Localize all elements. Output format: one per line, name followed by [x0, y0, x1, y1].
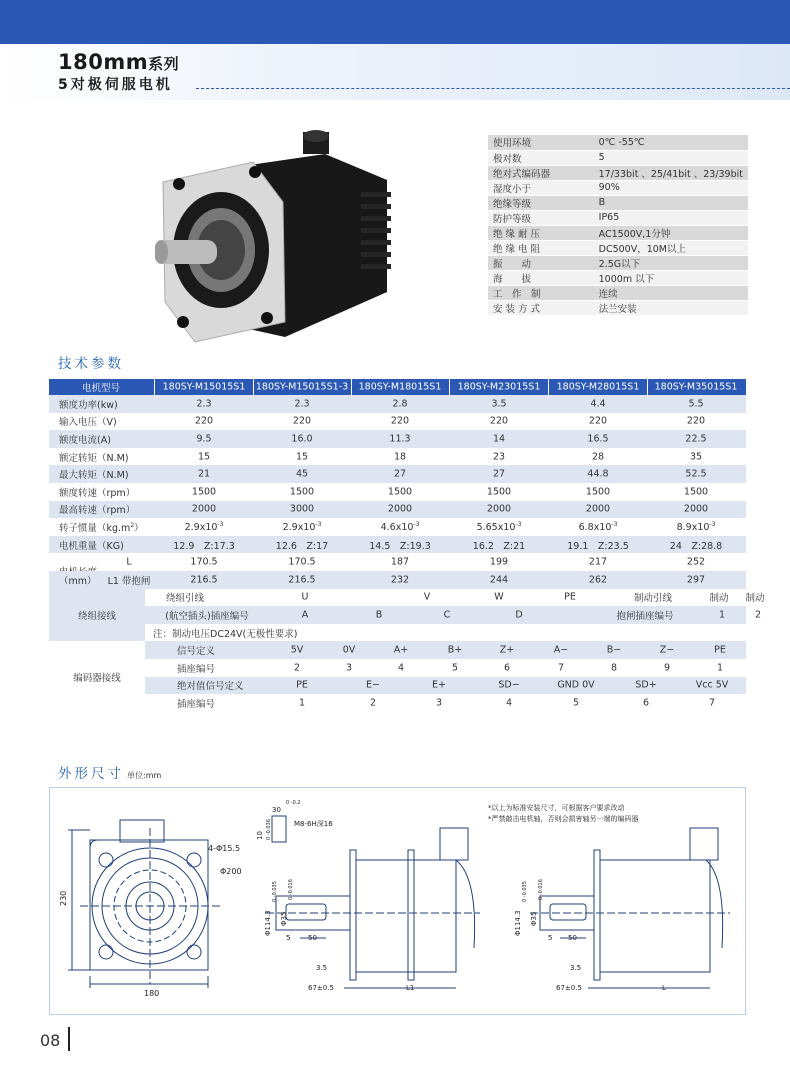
winding-cell: 制动: [745, 593, 765, 605]
winding-note-row: [145, 624, 746, 642]
env-row: [488, 210, 748, 225]
spec-row-weight: [49, 536, 746, 554]
spec-label: 电机重量（KG): [59, 540, 124, 552]
length-block: [49, 553, 746, 588]
dimension-note: *以上为标准安装尺寸，可根据客户要求改动: [488, 804, 625, 812]
spec-value: 2000: [191, 503, 217, 515]
env-row: [488, 225, 748, 240]
spec-value: 19.1 Z:23.5: [567, 540, 629, 552]
encoder-signal: B−: [606, 644, 622, 656]
inertia-label-text: 转子惯量（kg.m: [59, 522, 131, 534]
spec-value: 27: [393, 468, 407, 480]
env-value: 5: [594, 150, 748, 165]
spec-row: [49, 395, 746, 413]
env-label: 绝对式编码器: [488, 165, 594, 180]
spec-value: 9.5: [196, 433, 212, 445]
label-pcd: Φ200: [220, 867, 242, 876]
spec-value: 2.8: [392, 398, 408, 410]
spec-value: 4.4: [590, 398, 606, 410]
spec-value: 24 Z:28.8: [669, 540, 723, 552]
env-row: [488, 150, 748, 165]
spec-value: 44.8: [587, 468, 609, 480]
spec-value: [477, 521, 522, 533]
spec-value: [677, 521, 716, 533]
encoder-abs-pin: 2: [369, 697, 377, 709]
winding-cell: D: [515, 609, 523, 621]
dimensions-title: 外形尺寸: [58, 766, 124, 782]
env-value: 17/33bit 、25/41bit 、23/39bit: [594, 165, 748, 180]
label-shaft-tol: 0 -0.016: [538, 879, 544, 900]
winding-row: [145, 589, 765, 607]
winding-cell: 2: [754, 609, 762, 621]
label-d50: 50: [308, 934, 317, 942]
spec-row-length-l1: [49, 571, 746, 589]
spec-value: 2.3: [294, 398, 310, 410]
spec-value: 15: [295, 451, 309, 463]
section-title-dimensions: [58, 762, 161, 782]
encoder-pin: 3: [345, 662, 353, 674]
env-row: [488, 240, 748, 255]
model-name: 180SY-M23015S1: [457, 381, 541, 393]
spec-value: 1500: [387, 486, 413, 498]
model-name: 180SY-M15015S1: [162, 381, 246, 393]
encoder-pin: 1: [716, 662, 724, 674]
spec-value: 220: [194, 415, 214, 427]
encoder-block: [49, 641, 746, 711]
spec-row: [49, 501, 746, 519]
spec-value: [579, 521, 618, 533]
env-label: 海 拔: [488, 270, 594, 285]
page-number: 08: [40, 1031, 61, 1050]
encoder-abs-signal: SD−: [498, 679, 520, 691]
label-d67: 67±0.5: [556, 984, 582, 992]
encoder-signal: 0V: [342, 644, 356, 656]
inertia-base: 4.6x10: [380, 522, 414, 534]
label-d67: 67±0.5: [308, 984, 334, 992]
spec-value: 1500: [683, 486, 709, 498]
encoder-row-label: 插座编号: [177, 663, 216, 675]
env-label: 振 动: [488, 255, 594, 270]
encoder-abs-row: [145, 677, 746, 695]
encoder-signal: A−: [553, 644, 569, 656]
spec-value: 52.5: [685, 468, 707, 480]
encoder-signal: A+: [393, 644, 409, 656]
spec-value: 3.5: [491, 398, 507, 410]
env-value: 90%: [594, 180, 748, 195]
spec-value: 15: [197, 451, 211, 463]
spec-value: 3000: [289, 503, 315, 515]
label-spigot-tol: 0 -0.035: [522, 881, 528, 902]
env-label: 绝 缘 耐 压: [488, 225, 594, 240]
label-l: L: [662, 984, 666, 992]
label-l1: L1: [406, 984, 415, 992]
env-row: [488, 255, 748, 270]
encoder-pin: 5: [451, 662, 459, 674]
encoder-row-label: 信号定义: [177, 646, 216, 658]
encoder-pin: 2: [293, 662, 301, 674]
inertia-exp: -3: [315, 520, 322, 528]
encoder-pin: 4: [397, 662, 405, 674]
top-color-bar: [0, 0, 790, 44]
spec-value: 187: [390, 556, 410, 568]
encoder-pin: 7: [557, 662, 565, 674]
page-number-bar: [68, 1027, 70, 1051]
encoder-signal: B+: [447, 644, 463, 656]
env-value: IP65: [594, 210, 748, 225]
label-spigot: Φ114.3: [264, 910, 272, 936]
spec-value: 220: [390, 415, 410, 427]
winding-group-label: 绕组接线: [49, 589, 145, 642]
label-key-tol: 0 -0.2: [286, 800, 301, 806]
env-label: 湿度小于: [488, 180, 594, 195]
encoder-abs-pin: 4: [505, 697, 513, 709]
spec-value: 11.3: [389, 433, 411, 445]
spec-value: 2000: [683, 503, 709, 515]
spec-value: 2000: [387, 503, 413, 515]
label-hole: 4-Φ15.5: [208, 844, 241, 853]
model-name: 180SY-M15015S1-3: [255, 381, 349, 393]
dimensions-unit: 单位:mm: [127, 771, 162, 780]
winding-cell: U: [301, 591, 309, 603]
inertia-base: 5.65x10: [476, 522, 516, 534]
env-value: 2.5G以下: [594, 255, 748, 270]
label-spigot: Φ114.3: [514, 910, 522, 936]
env-row: [488, 180, 748, 195]
encoder-abs-pin: 5: [572, 697, 580, 709]
dimension-drawing: [49, 787, 746, 1015]
label-width: 180: [144, 989, 160, 998]
spec-value: 199: [489, 556, 509, 568]
spec-value: 1500: [585, 486, 611, 498]
inertia-label-sup: 2: [130, 521, 135, 529]
dimension-note: *严禁敲击电机轴，否则会损害轴另一端的编码器: [488, 815, 639, 823]
label-d5: 5: [286, 934, 291, 942]
encoder-pin: 9: [663, 662, 671, 674]
model-name: 180SY-M18015S1: [358, 381, 442, 393]
spec-value: 2000: [486, 503, 512, 515]
label-d5: 5: [548, 934, 553, 942]
encoder-signal: 5V: [290, 644, 304, 656]
spec-value: 35: [689, 451, 703, 463]
spec-value: 16.5: [587, 433, 609, 445]
spec-value: 262: [588, 574, 608, 586]
spec-value: [381, 521, 420, 533]
spec-value: 220: [686, 415, 706, 427]
winding-cell: PE: [564, 591, 576, 603]
spec-value: 22.5: [685, 433, 707, 445]
inertia-base: 8.9x10: [676, 522, 710, 534]
label-d35: 3.5: [570, 964, 582, 972]
spec-header-row: [49, 379, 746, 395]
env-value: B: [594, 195, 748, 210]
inertia-exp: -3: [217, 520, 224, 528]
spec-value: 14.5 Z:19.3: [369, 540, 431, 552]
spec-value: 297: [686, 574, 706, 586]
spec-label: 最大转矩（N.M): [59, 470, 129, 482]
env-label: 极对数: [488, 150, 594, 165]
encoder-abs-signal: E−: [366, 679, 380, 691]
inertia-exp: -3: [515, 520, 522, 528]
spec-value: 170.5: [288, 556, 316, 568]
spec-value: 2000: [585, 503, 611, 515]
label-spigot-tol: 0 -0.035: [272, 881, 278, 902]
winding-cell: W: [494, 591, 504, 603]
spec-value: [185, 521, 224, 533]
spec-value: 23: [492, 451, 506, 463]
spec-value: 252: [686, 556, 706, 568]
spec-value: 220: [588, 415, 608, 427]
spec-value: 1500: [486, 486, 512, 498]
winding-cell: B: [375, 609, 383, 621]
spec-value: 232: [390, 574, 410, 586]
encoder-signal-row: [145, 641, 746, 659]
encoder-signal: Z+: [499, 644, 515, 656]
spec-value: 170.5: [190, 556, 218, 568]
spec-label: 额度转速（rpm）: [59, 487, 136, 499]
winding-note: 注：制动电压DC24V(无极性要求): [153, 628, 298, 640]
encoder-abs-signal: SD+: [635, 679, 657, 691]
model-name: 180SY-M28015S1: [556, 381, 640, 393]
environment-table: [488, 135, 748, 316]
encoder-abs-signal: Vcc 5V: [695, 679, 729, 691]
env-value: 法兰安装: [594, 300, 748, 315]
env-label: 防护等级: [488, 210, 594, 225]
encoder-row-label: 绝对值信号定义: [177, 681, 244, 693]
spec-value: 12.9 Z:17.3: [173, 540, 235, 552]
env-value: AC1500V,1分钟: [594, 225, 748, 240]
winding-cell: 制动引线: [633, 593, 673, 605]
page-subtitle: 5对极伺服电机: [58, 77, 173, 93]
title-size: 180mm: [58, 50, 149, 74]
encoder-abs-pin: 6: [642, 697, 650, 709]
spec-row: [49, 465, 746, 483]
inertia-base: 2.9x10: [282, 522, 316, 534]
winding-cell: V: [423, 591, 431, 603]
inertia-exp: -3: [611, 520, 618, 528]
spec-value: 27: [492, 468, 506, 480]
label-thread: M8-6H深16: [294, 820, 333, 828]
encoder-signal: Z−: [659, 644, 675, 656]
label-d50: 50: [568, 934, 577, 942]
model-name: 180SY-M35015S1: [654, 381, 738, 393]
encoder-row-label: 插座编号: [177, 698, 216, 710]
spec-value: 220: [489, 415, 509, 427]
env-row: [488, 165, 748, 180]
spec-value: 16.2 Z:21: [472, 540, 526, 552]
winding-cell: 制动: [709, 593, 729, 605]
winding-block: [49, 589, 765, 642]
env-value: 1000m 以下: [594, 270, 748, 285]
spec-row: [49, 483, 746, 501]
spec-value: 220: [292, 415, 312, 427]
encoder-abs-pin: 3: [435, 697, 443, 709]
spec-value: 28: [591, 451, 605, 463]
spec-row: [49, 448, 746, 466]
length-label-bottom: （mm）: [59, 575, 97, 587]
spec-label: 额定转矩（N.M): [59, 452, 129, 464]
label-height: 230: [59, 890, 68, 906]
spec-table: [49, 379, 765, 712]
spec-row-length-l: [49, 553, 746, 571]
inertia-exp: -3: [413, 520, 420, 528]
env-row: [488, 195, 748, 210]
label-key-h: 10: [256, 831, 264, 840]
spec-value: 5.5: [688, 398, 704, 410]
label-shaft-tol: 0 -0.016: [288, 879, 294, 900]
spec-label: 输入电压（V): [59, 417, 117, 429]
winding-cell: 抱闸插座编号: [616, 610, 674, 622]
section-title-specs: 技术参数: [58, 356, 124, 372]
spec-label: 额度功率(kw): [59, 399, 118, 411]
spec-value: 216.5: [288, 574, 316, 586]
label-shaft: Φ35: [530, 911, 538, 926]
label-d35: 3.5: [316, 964, 328, 972]
spec-value: 14: [492, 433, 506, 445]
inertia-base: 6.8x10: [578, 522, 612, 534]
spec-value: [283, 521, 322, 533]
encoder-abs-pin: 1: [298, 697, 306, 709]
spec-value: 1500: [191, 486, 217, 498]
spec-label: 最高转速（rpm）: [59, 505, 136, 517]
encoder-pin: 8: [610, 662, 618, 674]
title-series: 系列: [148, 55, 180, 73]
motor-photo: [155, 122, 395, 350]
env-label: 安 装 方 式: [488, 300, 594, 315]
winding-row: [145, 606, 762, 624]
spec-row: [49, 430, 746, 448]
spec-value: 12.6 Z:17: [275, 540, 329, 552]
encoder-pin: 6: [503, 662, 511, 674]
encoder-abs-pin: 7: [708, 697, 716, 709]
length-l-label: L: [126, 556, 132, 568]
winding-cell: 绕组引线: [165, 593, 205, 605]
encoder-group-label: 编码器接线: [49, 641, 145, 711]
page-heading: [0, 44, 790, 100]
encoder-signal: PE: [714, 644, 726, 656]
spec-value: 16.0: [291, 433, 313, 445]
spec-header-label: 电机型号: [81, 383, 121, 394]
spec-label: 额度电流(A): [59, 434, 111, 446]
inertia-base: 2.9x10: [184, 522, 218, 534]
env-value: 连续: [594, 285, 748, 300]
inertia-label-end: ）: [134, 522, 144, 534]
encoder-abs-signal: E+: [432, 679, 446, 691]
winding-cell: A: [301, 609, 309, 621]
spec-value: 2.3: [196, 398, 212, 410]
winding-cell: 1: [718, 609, 726, 621]
env-row: [488, 300, 748, 315]
spec-row-inertia: [49, 518, 746, 536]
spec-value: 21: [197, 468, 211, 480]
label-key: 30: [272, 806, 281, 814]
env-label: 工 作 制: [488, 285, 594, 300]
inertia-exp: -3: [709, 520, 716, 528]
env-row: [488, 270, 748, 285]
env-label: 绝缘等级: [488, 195, 594, 210]
drawing-svg: [50, 788, 747, 1016]
encoder-abs-signal: GND 0V: [557, 679, 595, 691]
length-l1-label: L1 带抱闸: [107, 575, 151, 587]
spec-row: [49, 413, 746, 431]
spec-value: 18: [393, 451, 407, 463]
env-value: DC500V，10M以上: [594, 240, 748, 255]
winding-cell: C: [443, 609, 451, 621]
page-title: [58, 50, 179, 74]
spec-value: 244: [489, 574, 509, 586]
encoder-pin-row: [145, 659, 746, 677]
encoder-abs-pin-row: [145, 694, 746, 712]
inertia-label: [59, 520, 144, 534]
encoder-abs-signal: PE: [296, 679, 308, 691]
winding-cell: (航空插头)插座编号: [165, 610, 249, 622]
label-key-h-tol: 0 -0.036: [266, 819, 272, 840]
env-row: [488, 285, 748, 300]
spec-value: 217: [588, 556, 608, 568]
env-row: [488, 135, 748, 150]
env-label: 绝 缘 电 阻: [488, 240, 594, 255]
spec-value: 45: [295, 468, 309, 480]
env-value: 0℃ -55℃: [594, 135, 748, 150]
env-label: 使用环境: [488, 135, 594, 150]
spec-value: 216.5: [190, 574, 218, 586]
spec-value: 1500: [289, 486, 315, 498]
title-rule: [196, 88, 790, 89]
label-shaft: Φ35: [280, 911, 288, 926]
